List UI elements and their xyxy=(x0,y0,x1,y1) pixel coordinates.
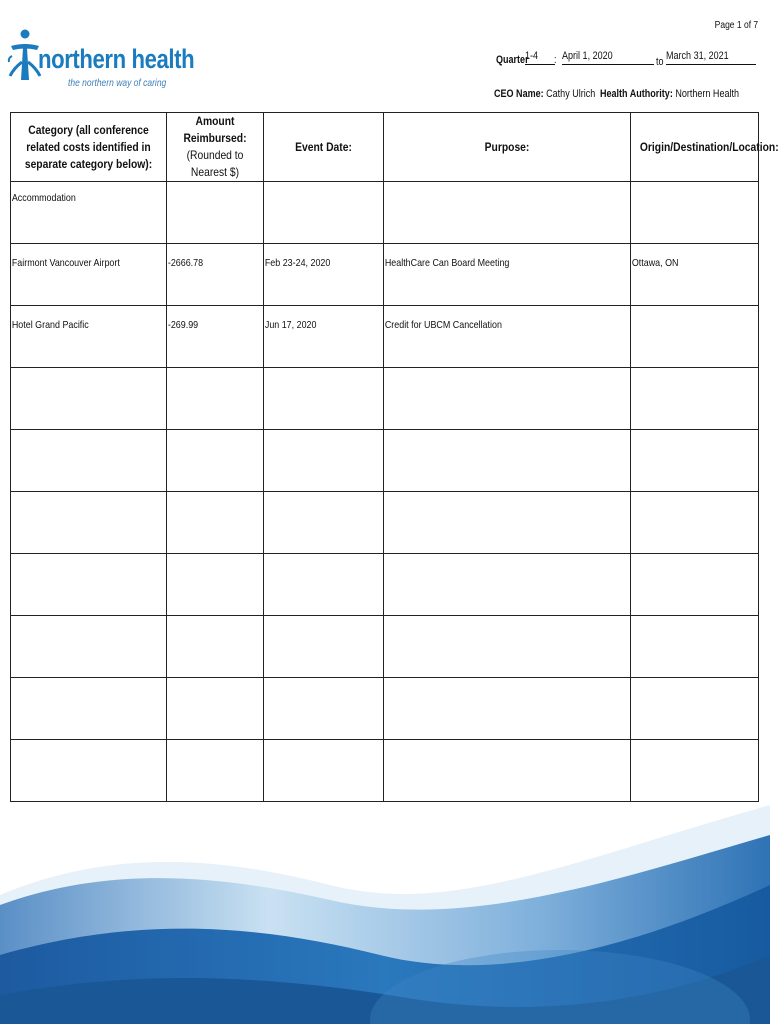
to-label: to xyxy=(656,56,664,68)
header-amount: Amount Reimbursed: (Rounded to Nearest $) xyxy=(167,113,264,182)
table-row xyxy=(11,182,759,244)
expense-table xyxy=(10,112,779,802)
table-header-row xyxy=(11,113,759,182)
cell-purpose xyxy=(384,616,631,678)
cell-date xyxy=(264,554,384,616)
cell-location: Ottawa, ON xyxy=(631,244,759,306)
cell-date xyxy=(264,616,384,678)
table-row xyxy=(11,616,759,678)
logo-tagline: the northern way of caring xyxy=(68,78,167,89)
table-row xyxy=(11,368,759,430)
cell-category xyxy=(11,554,167,616)
cell-amount xyxy=(167,182,264,244)
cell-location xyxy=(631,554,759,616)
cell-purpose xyxy=(384,182,631,244)
logo-brand-text: northern health xyxy=(38,44,195,74)
header-event-date: Event Date: xyxy=(264,113,384,182)
cell-location xyxy=(631,182,759,244)
cell-amount xyxy=(167,368,264,430)
cell-category xyxy=(11,430,167,492)
cell-purpose xyxy=(384,368,631,430)
cell-purpose xyxy=(384,430,631,492)
cell-purpose: Credit for UBCM Cancellation xyxy=(384,306,631,368)
header-category: Category (all conference related costs identified in separate category below): xyxy=(11,113,167,182)
header-location: Origin/Destination/Location: xyxy=(631,113,759,182)
cell-date xyxy=(264,492,384,554)
cell-location xyxy=(631,430,759,492)
cell-category xyxy=(11,368,167,430)
table-row xyxy=(11,492,759,554)
cell-purpose: HealthCare Can Board Meeting xyxy=(384,244,631,306)
table-row xyxy=(11,244,759,306)
cell-date xyxy=(264,678,384,740)
northern-health-logo xyxy=(8,24,195,96)
cell-date: Feb 23-24, 2020 xyxy=(264,244,384,306)
cell-purpose xyxy=(384,554,631,616)
cell-amount xyxy=(167,740,264,802)
cell-location xyxy=(631,678,759,740)
cell-amount xyxy=(167,678,264,740)
cell-category: Accommodation xyxy=(11,182,167,244)
cell-date xyxy=(264,182,384,244)
table-row xyxy=(11,306,759,368)
start-date-field: April 1, 2020 xyxy=(562,50,654,65)
cell-date: Jun 17, 2020 xyxy=(264,306,384,368)
cell-category xyxy=(11,740,167,802)
cell-date xyxy=(264,740,384,802)
quarter-value-field: 1-4 xyxy=(525,50,555,65)
cell-amount xyxy=(167,430,264,492)
decorative-wave-banner xyxy=(0,805,770,1024)
table-row xyxy=(11,554,759,616)
logo-figure-icon xyxy=(8,28,42,88)
header-purpose: Purpose: xyxy=(384,113,631,182)
cell-purpose xyxy=(384,740,631,802)
cell-category: Hotel Grand Pacific xyxy=(11,306,167,368)
cell-amount: -269.99 xyxy=(167,306,264,368)
end-date-field: March 31, 2021 xyxy=(666,50,756,65)
table-row xyxy=(11,740,759,802)
cell-purpose xyxy=(384,492,631,554)
table-row xyxy=(11,430,759,492)
health-authority: Health Authority: Northern Health xyxy=(600,88,740,100)
table-row xyxy=(11,678,759,740)
cell-location xyxy=(631,492,759,554)
cell-location xyxy=(631,616,759,678)
cell-amount: -2666.78 xyxy=(167,244,264,306)
quarter-separator: : xyxy=(554,54,557,66)
cell-location xyxy=(631,306,759,368)
cell-location xyxy=(631,368,759,430)
ceo-name: CEO Name: Cathy Ulrich xyxy=(494,88,596,100)
cell-category xyxy=(11,616,167,678)
quarter-label: Quarter xyxy=(496,54,529,66)
cell-purpose xyxy=(384,678,631,740)
page-number: Page 1 of 7 xyxy=(714,20,758,31)
cell-date xyxy=(264,430,384,492)
cell-date xyxy=(264,368,384,430)
cell-category xyxy=(11,678,167,740)
cell-location xyxy=(631,740,759,802)
cell-amount xyxy=(167,492,264,554)
cell-category: Fairmont Vancouver Airport xyxy=(11,244,167,306)
cell-amount xyxy=(167,554,264,616)
cell-amount xyxy=(167,616,264,678)
cell-category xyxy=(11,492,167,554)
